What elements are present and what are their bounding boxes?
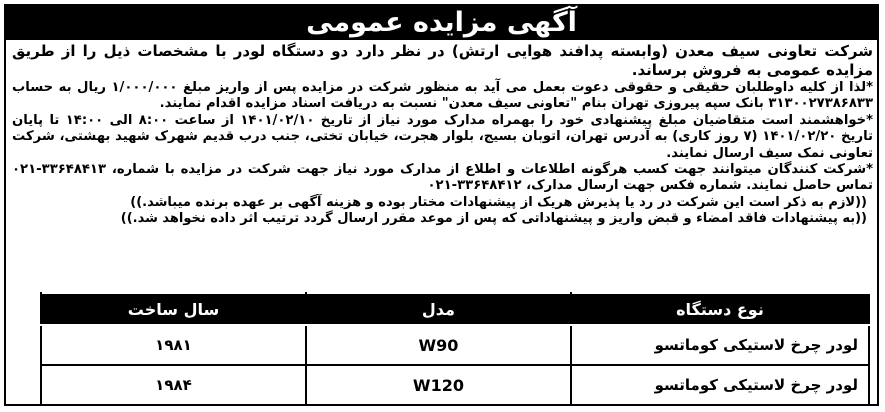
notice-note-rights: ((لازم به ذکر است این شرکت در رد یا پذیرش هریک از پیشنهادات مختار بوده و هزینه آگهی بر عهده برنده میباشد.)) xyxy=(130,194,867,210)
notice-title: آگهی مزایده عمومی xyxy=(4,4,879,40)
cell-model: W90 xyxy=(306,325,571,365)
header-type: نوع دستگاه xyxy=(571,293,869,325)
header-model: مدل xyxy=(306,293,571,325)
cell-type: لودر چرخ لاستیکی کوماتسو xyxy=(571,325,869,365)
notice-body xyxy=(12,42,873,227)
table-row xyxy=(41,365,869,405)
table-header-row xyxy=(41,293,869,325)
notice-intro: شرکت تعاونی سیف معدن (وابسته پدافند هوایی ارتش) در نظر دارد دو دستگاه لودر با مشخصات ذیل را از طریق مزایده عمومی به فروش برساند. xyxy=(12,42,873,79)
notice-paragraph-payment: *لذا از کلیه داوطلبان حقیقی و حقوقی دعوت بعمل می آید به منظور شرکت در مزایده پس از واریز مبلغ ۱/۰۰۰/۰۰۰ ریال به حساب ۳۱۳۰۰۲۷۳۸۶۸۳۳ بانک سپه پیروزی تهران بنام "تعاونی سیف معدن" نسبت به دریافت اسناد مزایده اقدام نمایند. xyxy=(12,80,873,112)
cell-type: لودر چرخ لاستیکی کوماتسو xyxy=(571,365,869,405)
table-row xyxy=(41,325,869,365)
notice-paragraph-contact: *شرکت کنندگان میتوانند جهت کسب هرگونه اطلاعات و اطلاع از مدارک مورد نیاز جهت شرکت در مزایده با شماره، ۳۳۶۴۸۴۱۳-۰۲۱ تماس حاصل نمایند. شماره فکس جهت ارسال مدارک، ۳۳۶۴۸۴۱۲-۰۲۱ xyxy=(12,162,873,194)
notice-paragraph-submission: *خواهشمند است متقاضیان مبلغ پیشنهادی خود را بهمراه مدارک مورد نیاز از تاریخ ۱۴۰۱/۰۲/۱۰ از ساعت ۸:۰۰ الی ۱۴:۰۰ تا پایان تاریخ ۱۴۰۱/۰۲/۲۰ (۷ روز کاری) به آدرس تهران، اتوبان بسیج، بلوار هجرت، خیابان تختی، جنب درب قدیم شهرک شهید بهشتی، شرکت تعاونی نمک سیف ارسال نمایند. xyxy=(12,112,874,161)
equipment-table-wrap xyxy=(40,292,870,404)
cell-year: ۱۹۸۴ xyxy=(41,365,306,405)
notice-note-invalid: ((به پیشنهادات فاقد امضاء و قبض واریز و پیشنهاداتی که پس از موعد مقرر ارسال گردد ترتیب اثر داده نخواهد شد.)) xyxy=(120,210,867,226)
equipment-table xyxy=(40,292,870,406)
header-year: سال ساخت xyxy=(41,293,306,325)
cell-year: ۱۹۸۱ xyxy=(41,325,306,365)
cell-model: W120 xyxy=(306,365,571,405)
